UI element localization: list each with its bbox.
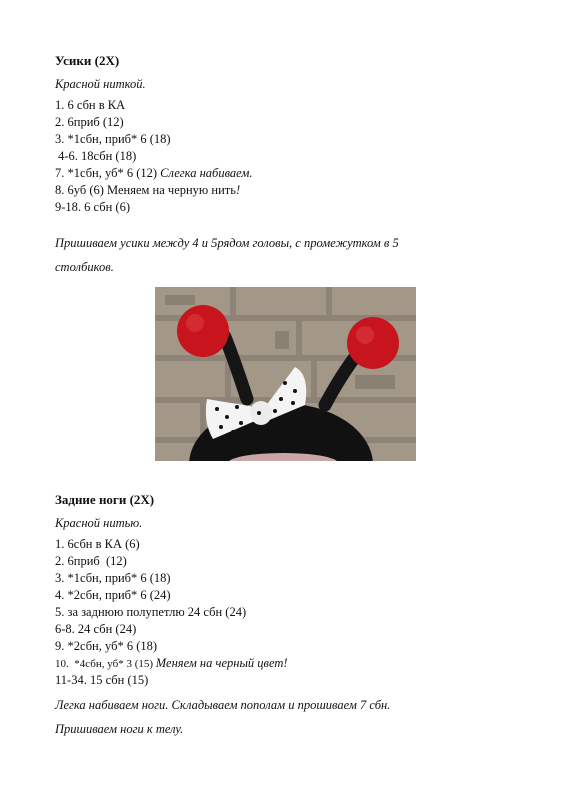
ladybug-antennae-photo bbox=[155, 287, 416, 461]
pattern-row: 8. 6уб (6) Меняем на черную нить! bbox=[55, 183, 241, 197]
pattern-row: 11-34. 15 сбн (15) bbox=[55, 673, 149, 687]
pattern-row: 7. *1сбн, уб* 6 (12) Слегка набиваем. bbox=[55, 166, 253, 180]
color-note: Красной нитью. bbox=[55, 516, 143, 530]
instruction-text: столбиков. bbox=[55, 260, 114, 274]
pattern-row: 1. 6 сбн в КА bbox=[55, 98, 126, 112]
pattern-row: 3. *1сбн, приб* 6 (18) bbox=[55, 571, 171, 585]
pattern-row: 10. *4сбн, уб* 3 (15) Меняем на черный цвет! bbox=[55, 656, 288, 670]
color-note: Красной ниткой. bbox=[55, 77, 146, 91]
pattern-row: 2. 6приб (12) bbox=[55, 554, 127, 568]
pattern-row: 5. за заднюю полупетлю 24 сбн (24) bbox=[55, 605, 247, 619]
instruction-text: Легка набиваем ноги. Складываем пополам и прошиваем 7 сбн. bbox=[55, 698, 391, 712]
section-title-antennae: Усики (2Х) bbox=[55, 53, 120, 68]
pattern-row: 9-18. 6 сбн (6) bbox=[55, 200, 130, 214]
pattern-row: 4. *2сбн, приб* 6 (24) bbox=[55, 588, 171, 602]
section-title-hind-legs: Задние ноги (2Х) bbox=[55, 492, 155, 507]
instruction-text: Пришиваем усики между 4 и 5рядом головы, с промежутком в 5 bbox=[55, 236, 399, 250]
pattern-row: 3. *1сбн, приб* 6 (18) bbox=[55, 132, 171, 146]
pattern-row: 1. 6сбн в КА (6) bbox=[55, 537, 140, 551]
pattern-row: 2. 6приб (12) bbox=[55, 115, 124, 129]
pattern-row: 4-6. 18сбн (18) bbox=[55, 149, 137, 163]
pattern-row: 9. *2сбн, уб* 6 (18) bbox=[55, 639, 158, 653]
pattern-row: 6-8. 24 сбн (24) bbox=[55, 622, 137, 636]
instruction-text: Пришиваем ноги к телу. bbox=[55, 722, 184, 736]
